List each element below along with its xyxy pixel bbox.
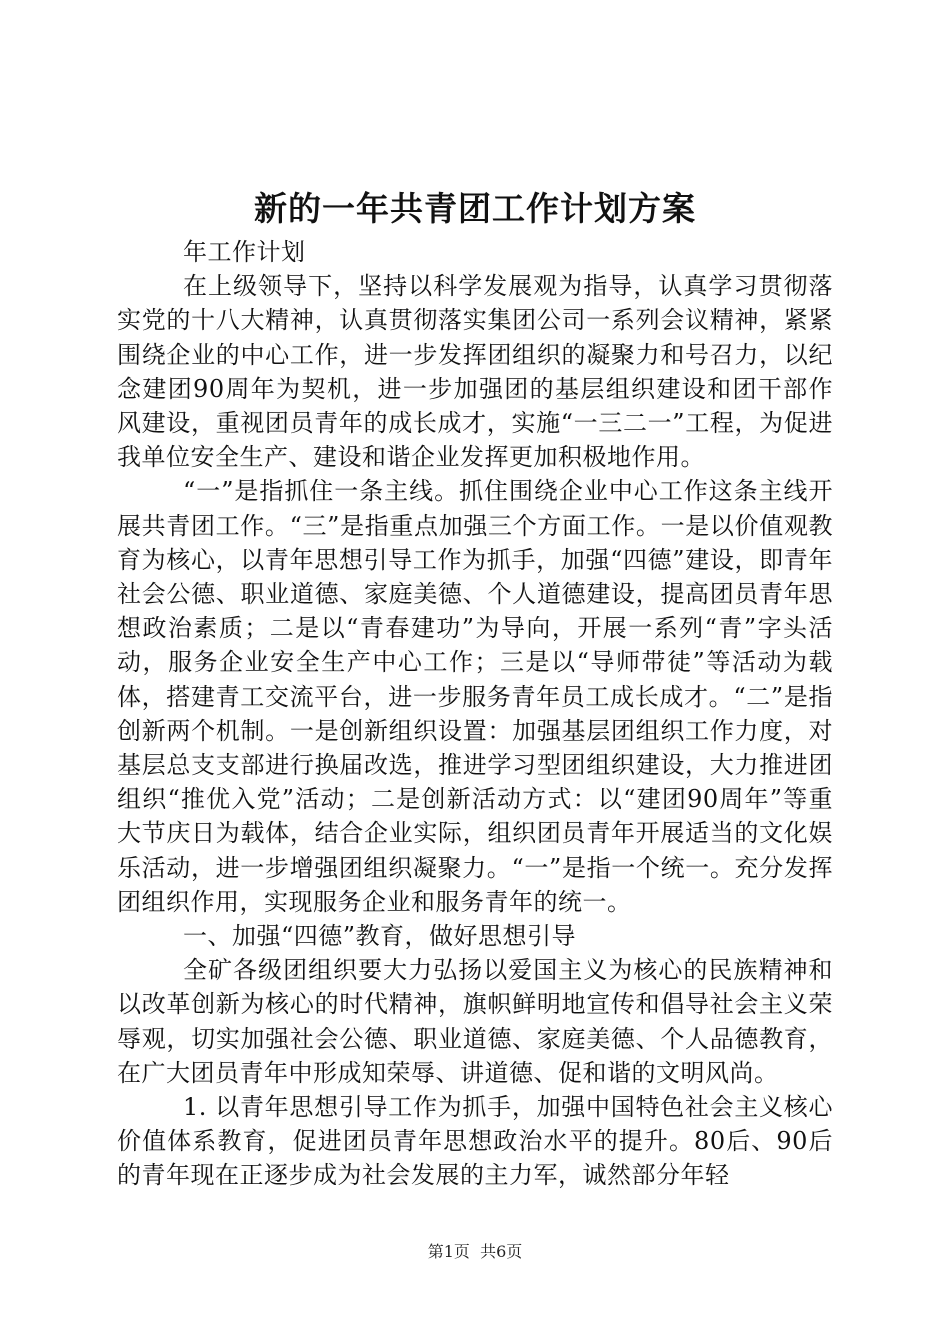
paragraph-plan-label: 年工作计划 — [183, 238, 306, 266]
document-title: 新的一年共青团工作计划方案 — [254, 189, 696, 228]
section-heading-1: 一、加强“四德”教育，做好思想引导 — [183, 922, 577, 951]
paragraph-project-overview: “一”是指抓住一条主线。抓住围绕企业中心工作这条主线开展共青团工作。“三”是指重点加强三个方面工作。一是以价值观教育为核心，以青年思想引导工作为抓手，加强“四德”建设，即青年社会公德、职业道德、家庭美德、个人道德建设，提高团员青年思想政治素质；二是以“青春建功”为导向，开展一系列“青”字头活动，服务企业安全生产中心工作；三是以“导师带徒”等活动为载体，搭建青工交流平台，进一步服务青年员工成长成才。“二”是指创新两个机制。一是创新组织设置：加强基层团组织工作力度，对基层总支支部进行换届改选，推进学习型团组织建设，大力推进团组织“推优入党”活动；二是创新活动方式：以“建团90周年”等重大节庆日为载体，结合企业实际，组织团员青年开展适当的文化娱乐活动，进一步增强团组织凝聚力。“一”是指一个统一。充分发挥团组织作用，实现服务企业和服务青年的统一。 — [117, 477, 833, 916]
paragraph-intro: 在上级领导下，坚持以科学发展观为指导，认真学习贯彻落实党的十八大精神，认真贯彻落实集团公司一系列会议精神，紧紧围绕企业的中心工作，进一步发挥团组织的凝聚力和号召力，以纪念建团90周年为契机，进一步加强团的基层组织建设和团干部作风建设，重视团员青年的成长成才，实施“一三二一”工程，为促进我单位安全生产、建设和谐企业发挥更加积极地作用。 — [117, 272, 833, 472]
paragraph-section-1: 全矿各级团组织要大力弘扬以爱国主义为核心的民族精神和以改革创新为核心的时代精神，旗帜鲜明地宣传和倡导社会主义荣辱观，切实加强社会公德、职业道德、家庭美德、个人品德教育，在广大团员青年中形成知荣辱、讲道德、促和谐的文明风尚。 — [117, 956, 833, 1087]
page-footer: 第1页 共6页 — [427, 1242, 523, 1261]
document-body — [117, 235, 833, 1193]
paragraph-item-1: 1. 以青年思想引导工作为抓手，加强中国特色社会主义核心价值体系教育，促进团员青年思想政治水平的提升。80后、90后的青年现在正逐步成为社会发展的主力军，诚然部分年轻 — [117, 1093, 833, 1190]
